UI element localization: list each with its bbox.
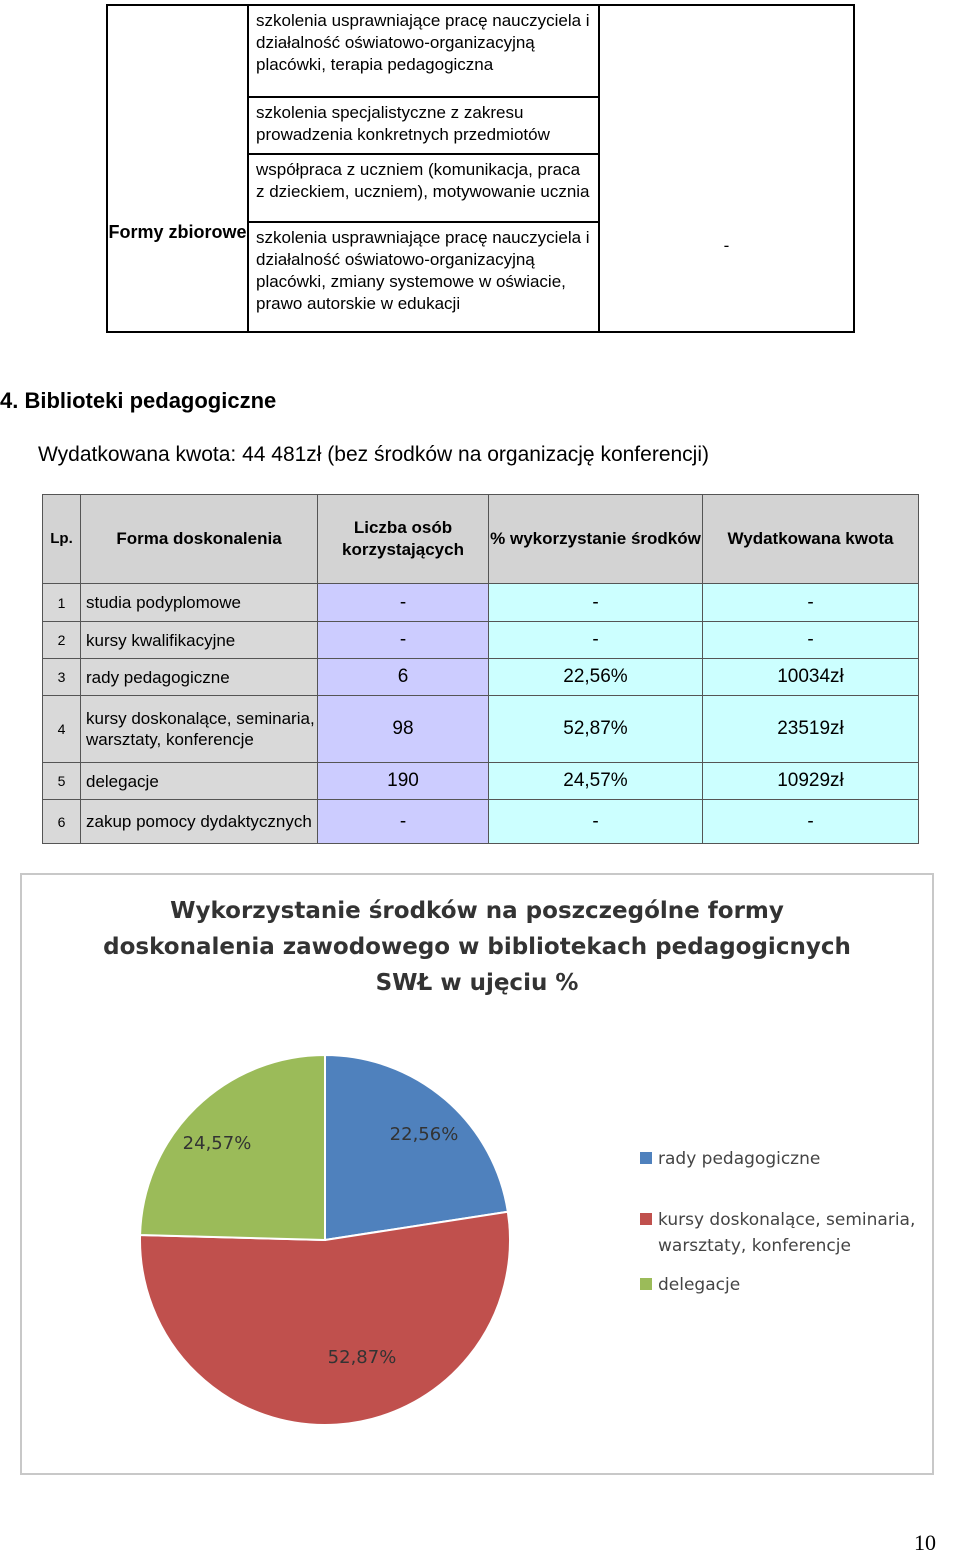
row-count: - [318, 800, 489, 844]
row-count: - [318, 622, 489, 659]
chart-title-line: doskonalenia zawodowego w bibliotekach pedagogicnych [103, 934, 851, 960]
row-amount: 10034zł [703, 659, 919, 696]
row-count: 6 [318, 659, 489, 696]
legend-label: warsztaty, konferencje [658, 1236, 851, 1256]
row-percent: - [489, 622, 703, 659]
legend-label: rady pedagogiczne [658, 1149, 821, 1169]
training-item: współpraca z uczniem (komunikacja, praca z dzieckiem, uczniem), motywowanie ucznia [249, 155, 598, 223]
pie-data-label: 52,87% [327, 1347, 397, 1368]
row-amount: - [703, 622, 919, 659]
library-table [42, 494, 919, 844]
table-row [43, 763, 919, 800]
legend-swatch [640, 1213, 652, 1225]
row-percent: 52,87% [489, 696, 703, 763]
row-percent: - [489, 584, 703, 622]
training-item: szkolenia specjalistyczne z zakresu prowadzenia konkretnych przedmiotów [249, 98, 598, 155]
pie-slice-2 [140, 1212, 510, 1425]
category-cell [108, 6, 249, 331]
row-form: zakup pomocy dydaktycznych [81, 800, 318, 844]
row-form: studia podyplomowe [81, 584, 318, 622]
row-form: delegacje [81, 763, 318, 800]
legend-item [640, 1275, 740, 1295]
amount-summary: Wydatkowana kwota: 44 481zł (bez środków na organizację konferencji) [38, 443, 709, 466]
table-row [43, 659, 919, 696]
row-lp: 2 [43, 622, 81, 659]
pie-data-label: 22,56% [389, 1124, 459, 1145]
row-form: kursy doskonalące, seminaria, warsztaty, konferencje [81, 696, 318, 763]
value-cell [600, 6, 853, 331]
header-percent: % wykorzystanie środków [489, 495, 703, 584]
row-lp: 4 [43, 696, 81, 763]
row-percent: 22,56% [489, 659, 703, 696]
table-row [43, 696, 919, 763]
row-lp: 3 [43, 659, 81, 696]
row-percent: - [489, 800, 703, 844]
row-count: 98 [318, 696, 489, 763]
row-count: 190 [318, 763, 489, 800]
forms-table [106, 4, 855, 333]
row-lp: 1 [43, 584, 81, 622]
table-row [43, 800, 919, 844]
pie-data-label: 24,57% [182, 1133, 252, 1154]
section-heading: 4. Biblioteki pedagogiczne [0, 388, 277, 413]
header-amount: Wydatkowana kwota [703, 495, 919, 584]
training-item: szkolenia usprawniające pracę nauczyciela i działalność oświatowo-organizacyjną placówki, zmiany systemowe w oświacie, prawo autorskie w edukacji [256, 228, 590, 313]
row-amount: 23519zł [703, 696, 919, 763]
row-count: - [318, 584, 489, 622]
row-amount: - [703, 800, 919, 844]
row-form: kursy kwalifikacyjne [81, 622, 318, 659]
table-header-row [43, 495, 919, 584]
legend-item [640, 1149, 820, 1169]
header-form: Forma doskonalenia [81, 495, 318, 584]
chart-title-line: Wykorzystanie środków na poszczególne formy [170, 898, 784, 924]
category-label: Formy zbiorowe [108, 222, 247, 242]
legend-swatch [640, 1152, 652, 1164]
row-lp: 5 [43, 763, 81, 800]
page-number: 10 [914, 1530, 936, 1555]
items-column [249, 6, 600, 331]
chart-title-line: SWŁ w ujęciu % [375, 970, 579, 996]
row-percent: 24,57% [489, 763, 703, 800]
header-count: Liczba osób korzystających [318, 495, 489, 584]
pie-chart-canvas [22, 875, 932, 1473]
legend-label: kursy doskonalące, seminaria, [658, 1210, 916, 1230]
table-row [43, 622, 919, 659]
training-item: szkolenia usprawniające pracę nauczyciela i działalność oświatowo-organizacyjną placówki, terapia pedagogiczna [249, 6, 598, 98]
legend-label: delegacje [658, 1275, 741, 1295]
legend-swatch [640, 1278, 652, 1290]
pie-slice-1 [325, 1055, 508, 1240]
legend-item [640, 1210, 915, 1256]
row-amount: 10929zł [703, 763, 919, 800]
value-text: - [723, 236, 730, 255]
row-amount: - [703, 584, 919, 622]
table-row [43, 584, 919, 622]
header-lp: Lp. [43, 495, 81, 584]
pie-chart [20, 873, 934, 1475]
row-lp: 6 [43, 800, 81, 844]
row-form: rady pedagogiczne [81, 659, 318, 696]
